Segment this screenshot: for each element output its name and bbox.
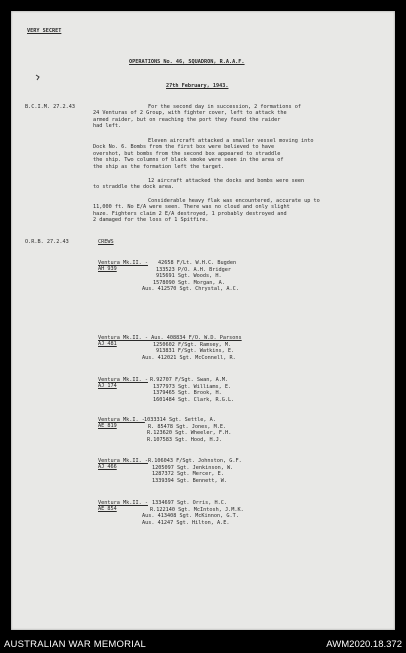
aircraft-serial: AJ 174: [98, 383, 117, 390]
aircraft-type: Ventura Mk.II. -: [98, 500, 148, 506]
aircraft-type: Ventura Mk.I. -: [98, 417, 145, 423]
report-date: 27th February, 1943.: [166, 83, 229, 89]
paragraph-4: Considerable heavy flak was encountered, accurate up to 11,000 ft. No E/A were seen. There was no cloud and only slight haze. Fighters claim 2 E/A destroyed, 1 probably destroyed and 2 damaged for the loss of 1 Spitfire.: [93, 198, 320, 224]
aircraft-type: Ventura Mk.II. -: [98, 260, 148, 266]
aircraft-serial: AE 854: [98, 506, 117, 513]
aircraft-serial: AH 939: [98, 266, 117, 273]
crew-list: R.106043 F/Sgt. Johnston, G.F. 1205097 Sgt. Jenkinson, W. 1287372 Sgt. Mercer, E. 1339394 Sgt. Bennett, W.: [148, 458, 242, 484]
reference-bcim: B.C.I.M. 27.2.43: [25, 104, 75, 110]
paragraph-1: For the second day in succession, 2 formations of 24 Venturas of 2 Group, with fighter cover, left to attack the armed raider, but on reaching the port they found the raider had left.: [93, 104, 302, 130]
hole-punch-mark: [35, 74, 40, 81]
crew-list: 1250602 F/Sgt. Ramsey, M. 913831 F/Sgt. Watkins, E. Aus. 412021 Sgt. McConnell, R.: [142, 341, 236, 361]
reference-orb: O.R.B. 27.2.43: [25, 239, 69, 245]
classification: VERY SECRET: [27, 28, 62, 34]
operations-title: OPERATIONS No. 46, SQUADRON, R.A.A.F.: [129, 59, 245, 65]
aircraft-type: Ventura Mk.II. - Aus. 408834 F/O. W.D. Parsons: [98, 335, 242, 341]
crew-list: 1033314 Sgt. Settle, A. R. 85478 Sgt. Jones, M.E. R.123620 Sgt. Wheeler, F.H. R.107583 Sgt. Hood, H.J.: [144, 417, 232, 443]
aircraft-type: Ventura Mk.II. -: [98, 458, 148, 464]
crews-heading: CREWS: [98, 239, 114, 245]
aircraft-serial: AJ 466: [98, 464, 117, 471]
catalogue-number: AWM2020.18.372: [326, 639, 402, 650]
paragraph-3: 12 aircraft attacked the docks and bombs were seen to straddle the dock area.: [93, 178, 305, 191]
crew-list: 1334697 Sgt. Orris, H.C. R.122140 Sgt. McIntosh, J.M.K. Aus. 413408 Sgt. McKinnon, G.T. Aus. 41247 Sgt. Hilton, A.E.: [142, 500, 244, 526]
crew-list: 42658 F/Lt. W.H.C. Bugden 133523 P/O. A.H. Bridger 915691 Sgt. Woods, H. 1578090 Sgt. Morgan, A. Aus. 412570 Sgt. Chrystal, A.C.: [142, 260, 239, 292]
document-page: [11, 11, 395, 630]
paragraph-2: Eleven aircraft attacked a smaller vessel moving into Dock No. 6. Bombs from the first box were believed to have overshot, but bombs from the second box appeared to straddle the ship. Two columns of black smoke were seen in the area of the ship as the formation left the target.: [93, 138, 314, 170]
institution-name: AUSTRALIAN WAR MEMORIAL: [4, 639, 147, 650]
archive-footer: [0, 635, 406, 653]
aircraft-serial: AE 819: [98, 423, 117, 430]
crew-list: R.92707 F/Sgt. Swan, A.M. 1377973 Sgt. Williams, E. 1379465 Sgt. Brook, H. 1601484 Sgt. Clark, R.G.L.: [150, 377, 235, 403]
aircraft-serial: AJ 481: [98, 341, 117, 348]
aircraft-type: Ventura Mk.II. -: [98, 377, 148, 383]
